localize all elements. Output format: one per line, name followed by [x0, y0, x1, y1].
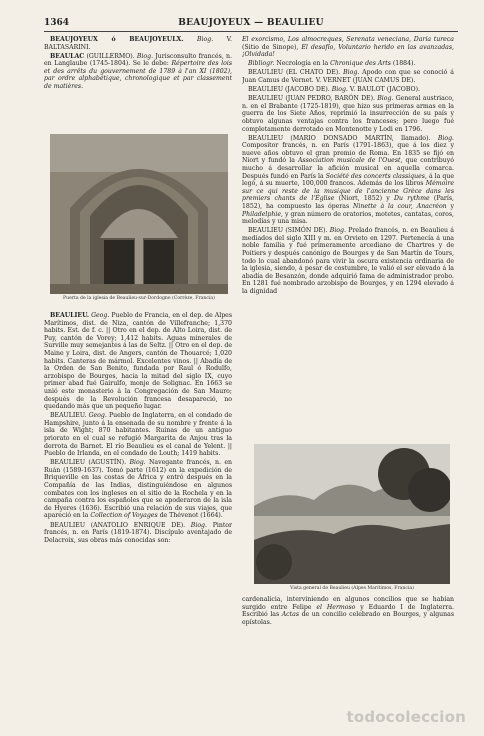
page-number: 1364	[44, 18, 70, 28]
entry-paragraph: BEAULIEU (EL CHATO DE). Biog. Apodo con que se conoció á Juan Camus de Vernet. V. VERNET (JUAN CAMUS DE).	[242, 69, 454, 84]
entry-paragraph: BEAULIEU. Geog. Pueblo de Francia, en el dep. de Alpes Marítimos, dist. de Niza, cantón de Villefranche; 1,370 habits. Est. de f. c. || Otro en el dep. de Alto Loira, dist. de Puy, cantón de Vorey; 1,412 habits. Aguas minerales de Surville muy semejantes á las de Seltz. || Otro en el dep. de Maine y Loira, dist. de Angers, cantón de Thouarcé; 1,020 habits. Canteras de mármol. Excelentes vinos. || Abadía de la Orden de San Benito, fundada por Raul ó Rodulfo, arzobispo de Bourges, hacia la mitad del siglo IX, cuyo primer abad fué Gairulfo, monje de Solignac. En 1663 se unió este monasterio á la Congregación de San Mauro; después de la Revolución francesa desapareció, no quedando más que un pequeño lugar.	[44, 312, 232, 411]
watermark: todocoleccion	[346, 708, 466, 726]
church-portal-illustration	[50, 134, 228, 294]
coastline-illustration	[254, 444, 450, 584]
header-rule	[44, 31, 458, 32]
entry-paragraph: BEAULIEU (JUAN PEDRO, BARÓN DE). Biog. General austriaco, n. en el Brabante (1725-1819), que hizo sus primeras armas en la guerra de los Siete Años, reprimió la insurrección de su país y obtuvo algunas ventajas contra los franceses; pero luego fué completamente derrotado en Montenotte y Lodi en 1796.	[242, 95, 454, 133]
header-title: BEAUJOYEUX — BEAULIEU	[178, 18, 324, 28]
entry-paragraph: BEAULIEU (AGUSTÍN). Biog. Navegante francés, n. en Ruán (1589-1637). Tomó parte (1612) en la expedición de Briqueville en las costas de África y entró después en la Compañía de las Indias, distinguiéndose en algunos combates con los ingleses en el sitio de la Rochela y en la campaña contra los españoles que se apoderaron de la isla de Hyeres (1636). Escribió una relación de sus viajes, que apareció en la Collection of Voyages de Thévenot (1664).	[44, 459, 232, 520]
entry-paragraph: BEAULIEU. Geog. Pueblo de Inglaterra, en el condado de Hampshire, junto á la ensenada de su nombre y frente á la isla de Wight; 870 habitantes. Ruinas de un antiguo priorato en el cual se refugió Margarita de Anjou tras la derrota de Barnet. El río Beaulieu es el canal de Yelent. || Pueblo de Irlanda, en el condado de Louth; 1419 habits.	[44, 412, 232, 458]
left-column-main	[44, 312, 232, 704]
church-photo-caption: Puerta de la iglesia de Beaulieu-sur-Dordogne (Corrèze, Francia)	[63, 296, 215, 301]
entry-paragraph: El exorcismo, Los almocreques, Serenata veneciana, Daría tureca (Sitio de Sinope), El desafío, Voluntario herido en las avanzadas, ¡Olvidada!	[242, 36, 454, 59]
entry-paragraph: BEAULIEU (MARIO DONSADO MARTÍN, llamado). Biog. Compositor francés, n. en París (1791-1863), que á los diez y nueve años obtuvo el gran premio de Roma. En 1835 se fijó en Niort y fundó la Association musicale de l'Ouest, que contribuyó mucho á desarrollar la afición musical en aquella comarca. Después fundó en París la Société des concerts classiques, á la que legó, á su muerte, 100,000 francos. Además de los libros Mémoire sur ce qui reste de la musique de l'ancienne Grèce dans les premiers chants de l'Église (Niort, 1852) y Du rythme (París, 1852), ha compuesto las óperas Ninette à la cour, Anacréon y Philadelphie, y gran número de oratorios, motetes, cantatas, coros, melodías y una misa.	[242, 134, 454, 226]
entry-paragraph: BEAULIEU (SIMÓN DE). Biog. Prelado francés, n. en Beaulieu á mediados del siglo XIII y m. en Orvieto en 1297. Pertenecía á una noble familia y fué primeramente arcediano de Chartres y de Poitiers y después canónigo de Bourges y de San Martín de Tours, todo lo cual abandonó para vivir la oscura existencia ordinaria de la iglesia, siendo, á pesar de costumbre, le valió el ser elevado á la abadía de Besanzón, donde adquirió fama de administrador probo. En 1281 fué nombrado arzobispo de Bourges, y en 1294 elevado á la dignidad	[242, 227, 454, 295]
coastal-photo-caption: Vista general de Beaulieu (Alpes Marítimos, Francia)	[290, 586, 414, 591]
right-column-bottom	[242, 596, 454, 706]
right-column-top	[242, 36, 454, 441]
entry-paragraph: BEAULIEU (ANATOLIO ENRIQUE DE). Biog. Pintor francés, n. en París (1819-1874). Discípulo aventajado de Delacroix, sus obras más conocidas son:	[44, 521, 232, 544]
entry-paragraph: Bibliogr. Necrología en la Chronique des Arts (1884).	[248, 60, 416, 68]
entry-paragraph: BEAULIEU (JACOBO DE). Biog. V. BAULOT (JACOBO).	[248, 86, 420, 94]
running-header	[44, 16, 458, 30]
entry-paragraph: cardenalicia, interviniendo en algunos concilios que se habían surgido entre Felipe el Hermoso y Eduardo I de Inglaterra. Escribió las Actas de un concilio celebrado en Bourges, y algunas epístolas.	[242, 596, 454, 626]
entry-paragraph: BEAULAC (GUILLERMO). Biog. Jurisconsulto francés, n. en Langlaube (1745-1804). Se le debe: Répertoire des lois et des arrêts du gouvernement de 1789 à l'an XI (1802), par ordre alphabétique, chronologique et par classement de matières.	[44, 52, 232, 91]
entry-paragraph: BEAUJOYEUX ó BEAUJOYEULX. Biog. V. BALTASARINI.	[44, 36, 232, 51]
church-portal-photo	[50, 134, 228, 294]
coastal-view-photo	[254, 444, 450, 584]
left-column-top	[44, 36, 232, 92]
